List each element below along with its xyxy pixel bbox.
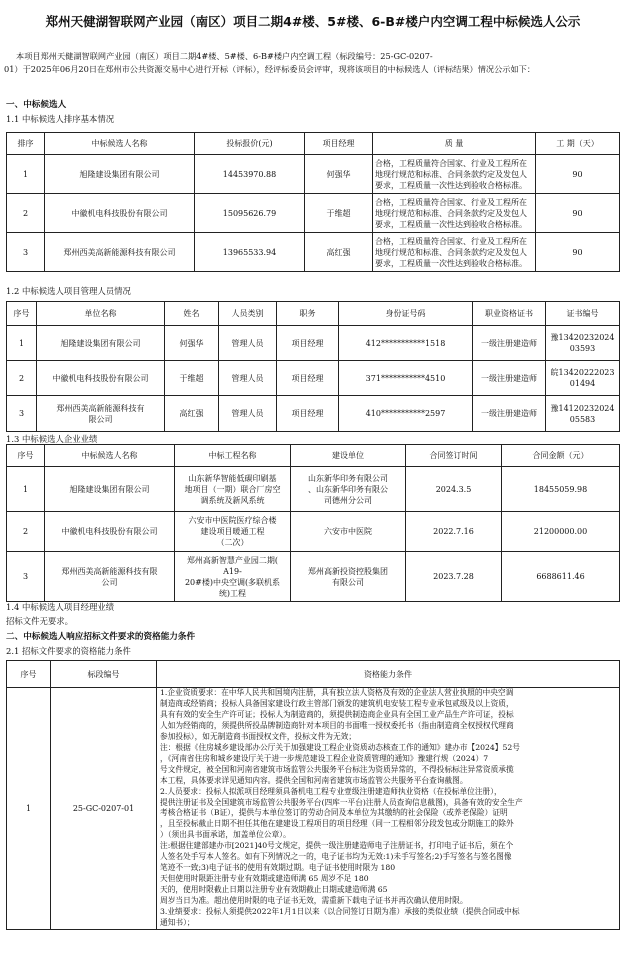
quality-line: 要求，工程质量一次性达到验收合格标准。 — [375, 258, 527, 268]
intro-paragraph — [4, 50, 622, 76]
candidate-name-line: 公司 — [101, 577, 118, 587]
duration-cell: 90 — [536, 233, 620, 272]
header-cell: 投标报价(元) — [195, 133, 305, 155]
requirement-line: 1.企业资质要求：在中华人民共和国境内注册，具有独立法人资格及有效的企业法人营业执照的中央空调 — [160, 688, 514, 697]
index-cell: 1 — [7, 688, 51, 930]
manager-cell: 于维超 — [305, 194, 373, 233]
table-row — [7, 688, 620, 930]
qualification-cell: 一级注册建造师 — [473, 326, 546, 361]
duration-cell: 90 — [536, 155, 620, 194]
owner-line: 、山东新华印务有限公 — [308, 484, 388, 494]
table-header-row — [7, 133, 620, 155]
subsection-heading: 1.1 中标候选人排序基本情况 — [6, 114, 115, 124]
section-heading: 二、中标候选人响应招标文件要求的资格能力条件 — [6, 632, 196, 642]
id-number-cell: 410***********2597 — [339, 396, 473, 432]
requirement-line: 周岁当日为准。超出使用时限的电子证书无效，需重新下载电子证书并再次确认使用时限。 — [160, 896, 468, 906]
owner-line: 有限公司 — [332, 577, 364, 587]
price-cell: 13965533.94 — [195, 233, 305, 272]
person-name-cell: 何强华 — [165, 326, 219, 361]
cert-number-line: 皖13420222023 — [550, 368, 615, 377]
owner-line: 司德州分公司 — [324, 495, 372, 505]
project-line: 统)工程 — [218, 588, 247, 598]
unit-cell: 中徽机电科技股份有限公司 — [37, 361, 165, 396]
id-number-cell: 371***********4510 — [339, 361, 473, 396]
rank-cell: 3 — [7, 233, 45, 272]
unit-line: 限公司 — [88, 414, 113, 424]
requirement-line: 2.人员要求：投标人拟派项目经理须具备机电工程专业壹级注册建造师执业资格（在投标单位注册）， — [160, 786, 502, 796]
performance-table — [6, 444, 620, 602]
owner-line: 郑州高新投资控股集团 — [308, 566, 388, 576]
person-name-cell: 高红强 — [165, 396, 219, 432]
quality-line: 合格，工程质量符合国家、行业及工程所在 — [375, 236, 527, 246]
person-name-cell: 于维超 — [165, 361, 219, 396]
candidate-name-cell: 旭隆建设集团有限公司 — [45, 155, 195, 194]
requirement-line: 人签名处手写本人签名。如有下列情况之一的，电子证书均为无效:1)未手写签名;2)手写签名与签名图像 — [160, 852, 512, 862]
person-type-cell: 管理人员 — [219, 361, 277, 396]
contract-date-cell: 2024.3.5 — [406, 467, 502, 512]
index-cell: 2 — [7, 361, 37, 396]
project-line: 郑州高新智慧产业园二期( — [186, 555, 279, 565]
contract-amount-cell: 6688611.46 — [502, 552, 620, 602]
unit-cell — [37, 396, 165, 432]
cert-number-cell — [546, 396, 620, 432]
subsection-heading: 1.4 中标候选人项目经理业绩 — [6, 602, 115, 612]
manager-cell: 高红强 — [305, 233, 373, 272]
cert-number-line: 05583 — [569, 414, 596, 424]
contract-amount-cell: 21200000.00 — [502, 512, 620, 552]
cert-number-cell — [546, 361, 620, 396]
header-cell: 中标工程名称 — [175, 445, 291, 467]
requirement-line: 笔迹不一致;3)电子证书的使用有效期过期。电子证书使用时限为 180 — [160, 863, 396, 873]
requirement-line: 注:根据住建部建办市[2021]40号文规定，提供一级注册建造师电子注册证书，打印电子证书后，须在个 — [160, 841, 514, 851]
qualification-cell: 一级注册建造师 — [473, 396, 546, 432]
index-cell: 2 — [7, 512, 45, 552]
role-cell: 项目经理 — [277, 326, 339, 361]
candidate-name-cell: 郑州西美高新能源科技有限公司 — [45, 233, 195, 272]
requirement-line: ，《河南省住房和城乡建设厅关于进一步规范建设工程企业资质管理的通知》豫建行规（2024）7 — [160, 753, 489, 763]
subsection-heading: 2.1 招标文件要求的资格能力条件 — [6, 646, 131, 656]
table-row — [7, 194, 620, 233]
project-line: 六安市中医院医疗综合楼 — [188, 516, 277, 525]
project-line: 20#楼)中央空调(多联机系 — [184, 577, 281, 587]
qualification-cell: 一级注册建造师 — [473, 361, 546, 396]
requirement-line: ）（须出具书面承诺，加盖单位公章）。 — [160, 830, 291, 840]
header-cell: 建设单位 — [291, 445, 406, 467]
cert-number-line: 03593 — [569, 344, 596, 353]
header-cell: 中标候选人名称 — [45, 133, 195, 155]
index-cell: 3 — [7, 396, 37, 432]
candidate-name-cell: 中徽机电科技股份有限公司 — [45, 512, 175, 552]
table-row — [7, 467, 620, 512]
duration-cell: 90 — [536, 194, 620, 233]
table-row — [7, 326, 620, 361]
candidate-name-cell: 旭隆建设集团有限公司 — [45, 467, 175, 512]
table-header-row — [7, 445, 620, 467]
table-row — [7, 396, 620, 432]
header-cell: 证书编号 — [546, 302, 620, 326]
contract-date-cell: 2022.7.16 — [406, 512, 502, 552]
contract-date-cell: 2023.7.28 — [406, 552, 502, 602]
quality-line: 地现行规范和标准、合同条款约定及发包人 — [375, 208, 527, 218]
intro-line: 01）于2025年06月20日在郑州市公共资源交易中心进行开标（评标），经评标委员会评审，现将该项目的中标候选人（评标结果）情况公示如下： — [4, 64, 536, 74]
table-row — [7, 155, 620, 194]
requirement-line: ，且至投标截止日期不担任其他在建建设工程项目的项目经理（同一工程相邻分段发包或分期施工的除外 — [160, 819, 514, 829]
requirement-line: 天的，使用时限截止日期以注册专业有效期截止日期或建造师满 65 — [160, 885, 388, 895]
person-type-cell: 管理人员 — [219, 396, 277, 432]
lot-number-cell: 25-GC-0207-01 — [51, 688, 157, 930]
project-line: 调系统及新风系统 — [200, 495, 265, 505]
requirement-line: 本工程，具体要求详见通知内容。提供全国和河南省建筑市场监管公共服务平台查询截图。 — [160, 775, 468, 785]
cert-number-cell — [546, 326, 620, 361]
subsection-heading: 1.2 中标候选人项目管理人员情况 — [6, 286, 131, 296]
project-line: 山东新华智能低碳印刷基 — [188, 473, 277, 483]
cert-number-line: 01494 — [569, 379, 596, 388]
quality-cell — [373, 233, 536, 272]
cert-number-line: 豫13420232024 — [550, 333, 615, 342]
header-cell: 职务 — [277, 302, 339, 326]
quality-cell — [373, 155, 536, 194]
role-cell: 项目经理 — [277, 396, 339, 432]
candidate-name-cell: 中徽机电科技股份有限公司 — [45, 194, 195, 233]
quality-line: 合格，工程质量符合国家、行业及工程所在 — [375, 197, 527, 207]
requirement-line: 号文件规定，被全国和河南省建筑市场监管公共服务平台标注为资质异常的，不得投标标注异常资质承揽 — [160, 764, 514, 774]
table-header-row — [7, 661, 620, 688]
owner-cell — [291, 552, 406, 602]
project-line: （二次） — [216, 538, 249, 547]
quality-line: 地现行规范和标准、合同条款约定及发包人 — [375, 169, 527, 179]
project-name-cell — [175, 512, 291, 552]
quality-cell — [373, 194, 536, 233]
requirement-line: 通知书）； — [160, 918, 195, 928]
quality-line: 地现行规范和标准、合同条款约定及发包人 — [375, 247, 527, 257]
header-cell: 职业资格证书 — [473, 302, 546, 326]
candidate-name-cell — [45, 552, 175, 602]
no-requirement-text: 招标文件无要求。 — [6, 616, 73, 626]
header-cell: 合同签订时间 — [406, 445, 502, 467]
owner-line: 山东新华印务有限公司 — [308, 473, 388, 483]
index-cell: 3 — [7, 552, 45, 602]
header-cell: 姓名 — [165, 302, 219, 326]
header-cell: 资格能力条件 — [157, 661, 620, 688]
requirement-line: 人如为经销商的，须提供所投品牌制造商针对本项目的书面唯一授权委托书（指由制造商全权授权代理商 — [160, 720, 514, 730]
header-cell: 序号 — [7, 661, 51, 688]
table-header-row — [7, 302, 620, 326]
project-line: A19- — [223, 566, 242, 576]
unit-cell: 旭隆建设集团有限公司 — [37, 326, 165, 361]
requirement-line: 提供注册证书及全国建筑市场监管公共服务平台(四库一平台)注册人员查询信息截图)，具备有效的安全生产 — [160, 797, 523, 807]
header-cell: 项目经理 — [305, 133, 373, 155]
requirement-line: 注：根据《住房城乡建设部办公厅关于加强建设工程企业资质动态核查工作的通知》建办市【2024】52号 — [160, 742, 520, 752]
owner-cell — [291, 467, 406, 512]
ranking-table — [6, 132, 620, 272]
index-cell: 1 — [7, 326, 37, 361]
header-cell: 序号 — [7, 445, 45, 467]
project-name-cell — [175, 467, 291, 512]
rank-cell: 1 — [7, 155, 45, 194]
requirement-line: 具有有效的安全生产许可证；投标人为制造商的，须提供制造商企业具有全国工业产品生产许可证，投标 — [160, 709, 514, 719]
manager-cell: 何强华 — [305, 155, 373, 194]
page-title: 郑州天健湖智联网产业园（南区）项目二期4#楼、5#楼、6-B#楼户内空调工程中标候选人公示 — [45, 14, 581, 29]
project-line: 建设项目暖通工程 — [200, 527, 265, 536]
header-cell: 标段编号 — [51, 661, 157, 688]
price-cell: 15095626.79 — [195, 194, 305, 233]
table-row — [7, 512, 620, 552]
project-name-cell — [175, 552, 291, 602]
requirement-line: 3.业绩要求：投标人须提供2022年1月1日以来（以合同签订日期为准）承接的类似业绩（提供合同或中标 — [160, 907, 520, 917]
candidate-name-line: 郑州西美高新能源科技有限 — [61, 566, 158, 576]
person-type-cell: 管理人员 — [219, 326, 277, 361]
table-row — [7, 233, 620, 272]
manager-table — [6, 301, 620, 432]
quality-line: 要求，工程质量一次性达到验收合格标准。 — [375, 219, 527, 229]
requirement-line: 考核合格证书（B证），提供与本单位签订的劳动合同及本单位为其缴纳的社会保险（或养老保险）证明 — [160, 808, 508, 818]
role-cell: 项目经理 — [277, 361, 339, 396]
unit-line: 郑州西美高新能源科技有 — [56, 403, 145, 413]
owner-cell: 六安市中医院 — [291, 512, 406, 552]
requirement-line: 制造商或经销商；投标人具备国家建设行政主管部门颁发的建筑机电安装工程专业承包贰级及以上资质， — [160, 698, 514, 708]
quality-line: 合格，工程质量符合国家、行业及工程所在 — [375, 158, 527, 168]
project-line: 地项目（一期）联合厂房空 — [184, 484, 281, 494]
header-cell: 排序 — [7, 133, 45, 155]
header-cell: 单位名称 — [37, 302, 165, 326]
price-cell: 14453970.88 — [195, 155, 305, 194]
header-cell: 合同金额（元） — [502, 445, 620, 467]
rank-cell: 2 — [7, 194, 45, 233]
id-number-cell: 412***********1518 — [339, 326, 473, 361]
contract-amount-cell: 18455059.98 — [502, 467, 620, 512]
header-cell: 序号 — [7, 302, 37, 326]
header-cell: 工 期（天） — [536, 133, 620, 155]
requirements-cell — [157, 688, 620, 930]
requirement-line: 天但使用时限距注册专业有效期或建造师满 65 周岁不足 180 — [160, 874, 369, 884]
cert-number-line: 豫14120232024 — [550, 403, 615, 413]
requirement-line: 参加投标），如无制造商书面授权文件，投标文件为无效； — [160, 731, 357, 741]
qualification-table — [6, 660, 620, 930]
section-heading: 一、中标候选人 — [6, 100, 67, 110]
subsection-heading: 1.3 中标候选人企业业绩 — [6, 434, 98, 444]
header-cell: 中标候选人名称 — [45, 445, 175, 467]
table-row — [7, 552, 620, 602]
header-cell: 身份证号码 — [339, 302, 473, 326]
table-row — [7, 361, 620, 396]
header-cell: 质 量 — [373, 133, 536, 155]
header-cell: 人员类别 — [219, 302, 277, 326]
quality-line: 要求，工程质量一次性达到验收合格标准。 — [375, 180, 527, 190]
index-cell: 1 — [7, 467, 45, 512]
intro-line: 本项目郑州天健湖智联网产业园（南区）项目二期4#楼、5#楼、6-B#楼户内空调工程（标段编号：25-GC-0207- — [16, 51, 433, 61]
